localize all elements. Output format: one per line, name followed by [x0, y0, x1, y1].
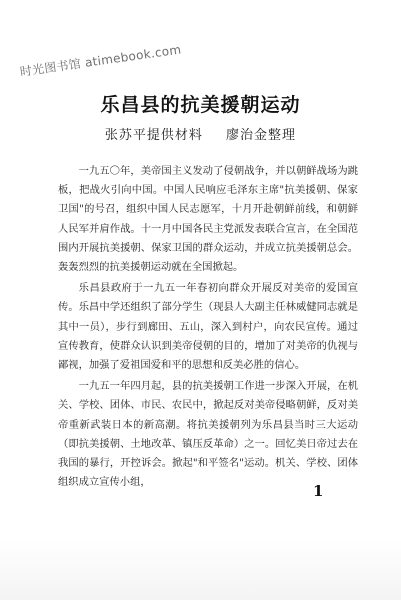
paragraph: 乐昌县政府于一九五一年春初向群众开展反对美帝的爱国宣传。乐昌中学还组织了部分学生（现县人大副主任林威健同志就是其中一员），步行到廊田、五山，深入到村户，向农民宣传。通过宣传教育，使群众认识到美帝侵朝的目的，增加了对美帝的仇视与鄙视，加强了爱祖国爱和平的思想和反美必胜的信心。: [58, 282, 358, 372]
article-body: [58, 162, 358, 494]
author-byline: 张苏平提供材料 廖治金整理: [104, 128, 297, 143]
page-number: 1: [313, 482, 324, 500]
paragraph: 一九五〇年，美帝国主义发动了侵朝战争，并以朝鲜战场为跳板，把战火引向中国。中国人民响应毛泽东主席"抗美援朝、保家卫国"的号召，组织中国人民志愿军，十月开赴朝鲜前线，和朝鲜人民军并肩作战。十一月中国各民主党派发表联合宣言，在全国范围内开展抗美援朝、保家卫国的群众运动，并成立抗美援朝总会。轰轰烈烈的抗美援朝运动就在全国掀起。: [58, 165, 358, 274]
page-title: 乐昌县的抗美援朝运动: [100, 94, 301, 116]
paragraph: 一九五一年四月起，县的抗美援朝工作进一步深入开展，在机关、学校、团体、市民、农民中，掀起反对美帝侵略朝鲜，反对美帝重新武装日本的新高潮。将抗美援朝列为乐昌县当时三大运动（即抗美援朝、土地改革、镇压反革命）之一。回忆美日帝过去在我国的暴行，开控诉会。掀起"和平签名"运动。机关、学校、团体组织成立宣传小组，: [58, 380, 358, 489]
library-watermark: 时光图书馆 atimebook.com: [19, 42, 183, 79]
scan-shadow: [0, 540, 401, 600]
